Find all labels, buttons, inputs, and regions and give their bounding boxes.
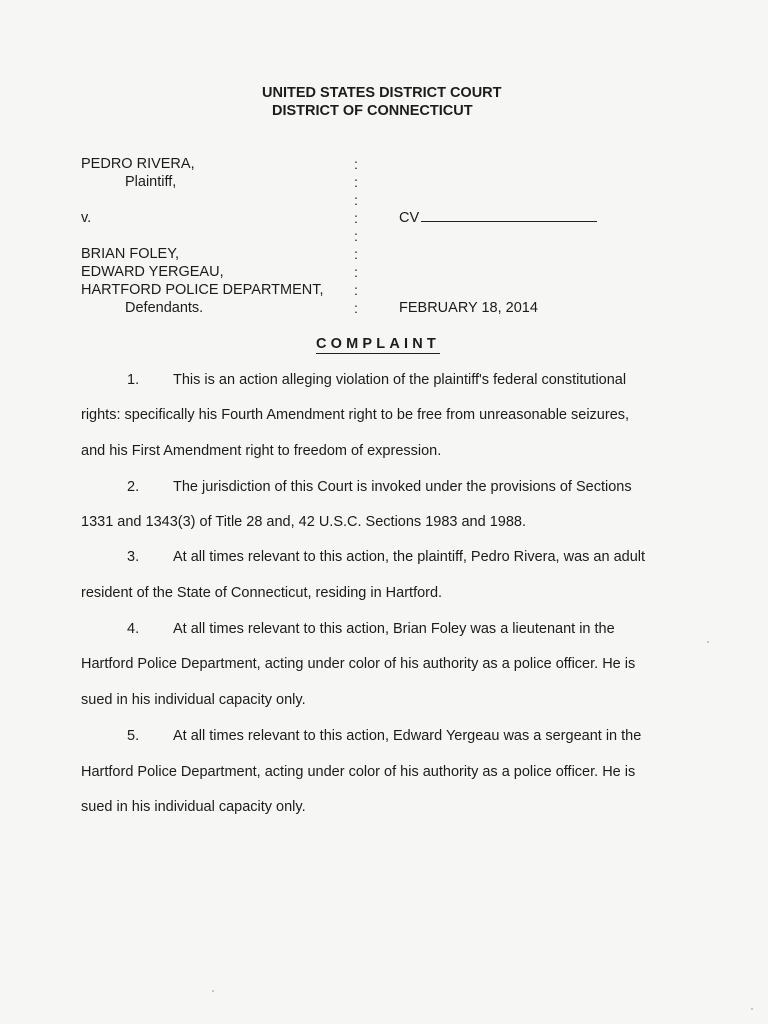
scan-speck (212, 990, 214, 992)
document-title-text: COMPLAINT (316, 336, 440, 352)
scan-speck (751, 1008, 753, 1010)
paragraph-number: 3. (127, 549, 140, 565)
paragraph-number: 1. (127, 372, 140, 388)
paragraph-line: Hartford Police Department, acting under color of his authority as a police officer. He is (81, 764, 636, 780)
defendant-3: HARTFORD POLICE DEPARTMENT, (81, 282, 324, 298)
paragraph-number: 5. (127, 728, 140, 744)
case-prefix: CV (399, 210, 420, 226)
separator-colon: : (354, 246, 358, 262)
filing-date: FEBRUARY 18, 2014 (399, 300, 538, 316)
separator-colon: : (354, 210, 358, 226)
paragraph-line: sued in his individual capacity only. (81, 692, 306, 708)
paragraph-line: resident of the State of Connecticut, residing in Hartford. (81, 585, 443, 601)
defendants-role: Defendants. (125, 300, 204, 316)
paragraph-line: The jurisdiction of this Court is invoked under the provisions of Sections (173, 479, 632, 495)
case-number (399, 209, 597, 227)
paragraph-line: and his First Amendment right to freedom of expression. (81, 443, 442, 459)
paragraph-line: At all times relevant to this action, Brian Foley was a lieutenant in the (173, 621, 615, 637)
defendant-1: BRIAN FOLEY, (81, 246, 180, 262)
paragraph-line: At all times relevant to this action, Edward Yergeau was a sergeant in the (173, 728, 642, 744)
plaintiff-role: Plaintiff, (125, 174, 177, 190)
paragraph-number: 4. (127, 621, 140, 637)
scan-speck (707, 641, 709, 643)
separator-colon: : (354, 174, 358, 190)
document-title (316, 335, 440, 353)
separator-colon: : (354, 228, 358, 244)
paragraph-line: Hartford Police Department, acting under color of his authority as a police officer. He is (81, 656, 636, 672)
paragraph-line: sued in his individual capacity only. (81, 799, 306, 815)
plaintiff-name: PEDRO RIVERA, (81, 156, 195, 172)
court-district: DISTRICT OF CONNECTICUT (272, 103, 473, 119)
separator-colon: : (354, 300, 358, 316)
separator-colon: : (354, 264, 358, 280)
case-number-blank (421, 209, 597, 222)
paragraph-line: This is an action alleging violation of the plaintiff's federal constitutional (173, 372, 627, 388)
paragraph-line: 1331 and 1343(3) of Title 28 and, 42 U.S.C. Sections 1983 and 1988. (81, 514, 526, 530)
defendant-2: EDWARD YERGEAU, (81, 264, 224, 280)
separator-colon: : (354, 282, 358, 298)
paragraph-line: rights: specifically his Fourth Amendment right to be free from unreasonable seizures, (81, 407, 630, 423)
paragraph-number: 2. (127, 479, 140, 495)
court-name: UNITED STATES DISTRICT COURT (262, 85, 502, 101)
separator-colon: : (354, 156, 358, 172)
separator-colon: : (354, 192, 358, 208)
versus: v. (81, 210, 92, 226)
paragraph-line: At all times relevant to this action, the plaintiff, Pedro Rivera, was an adult (173, 549, 646, 565)
